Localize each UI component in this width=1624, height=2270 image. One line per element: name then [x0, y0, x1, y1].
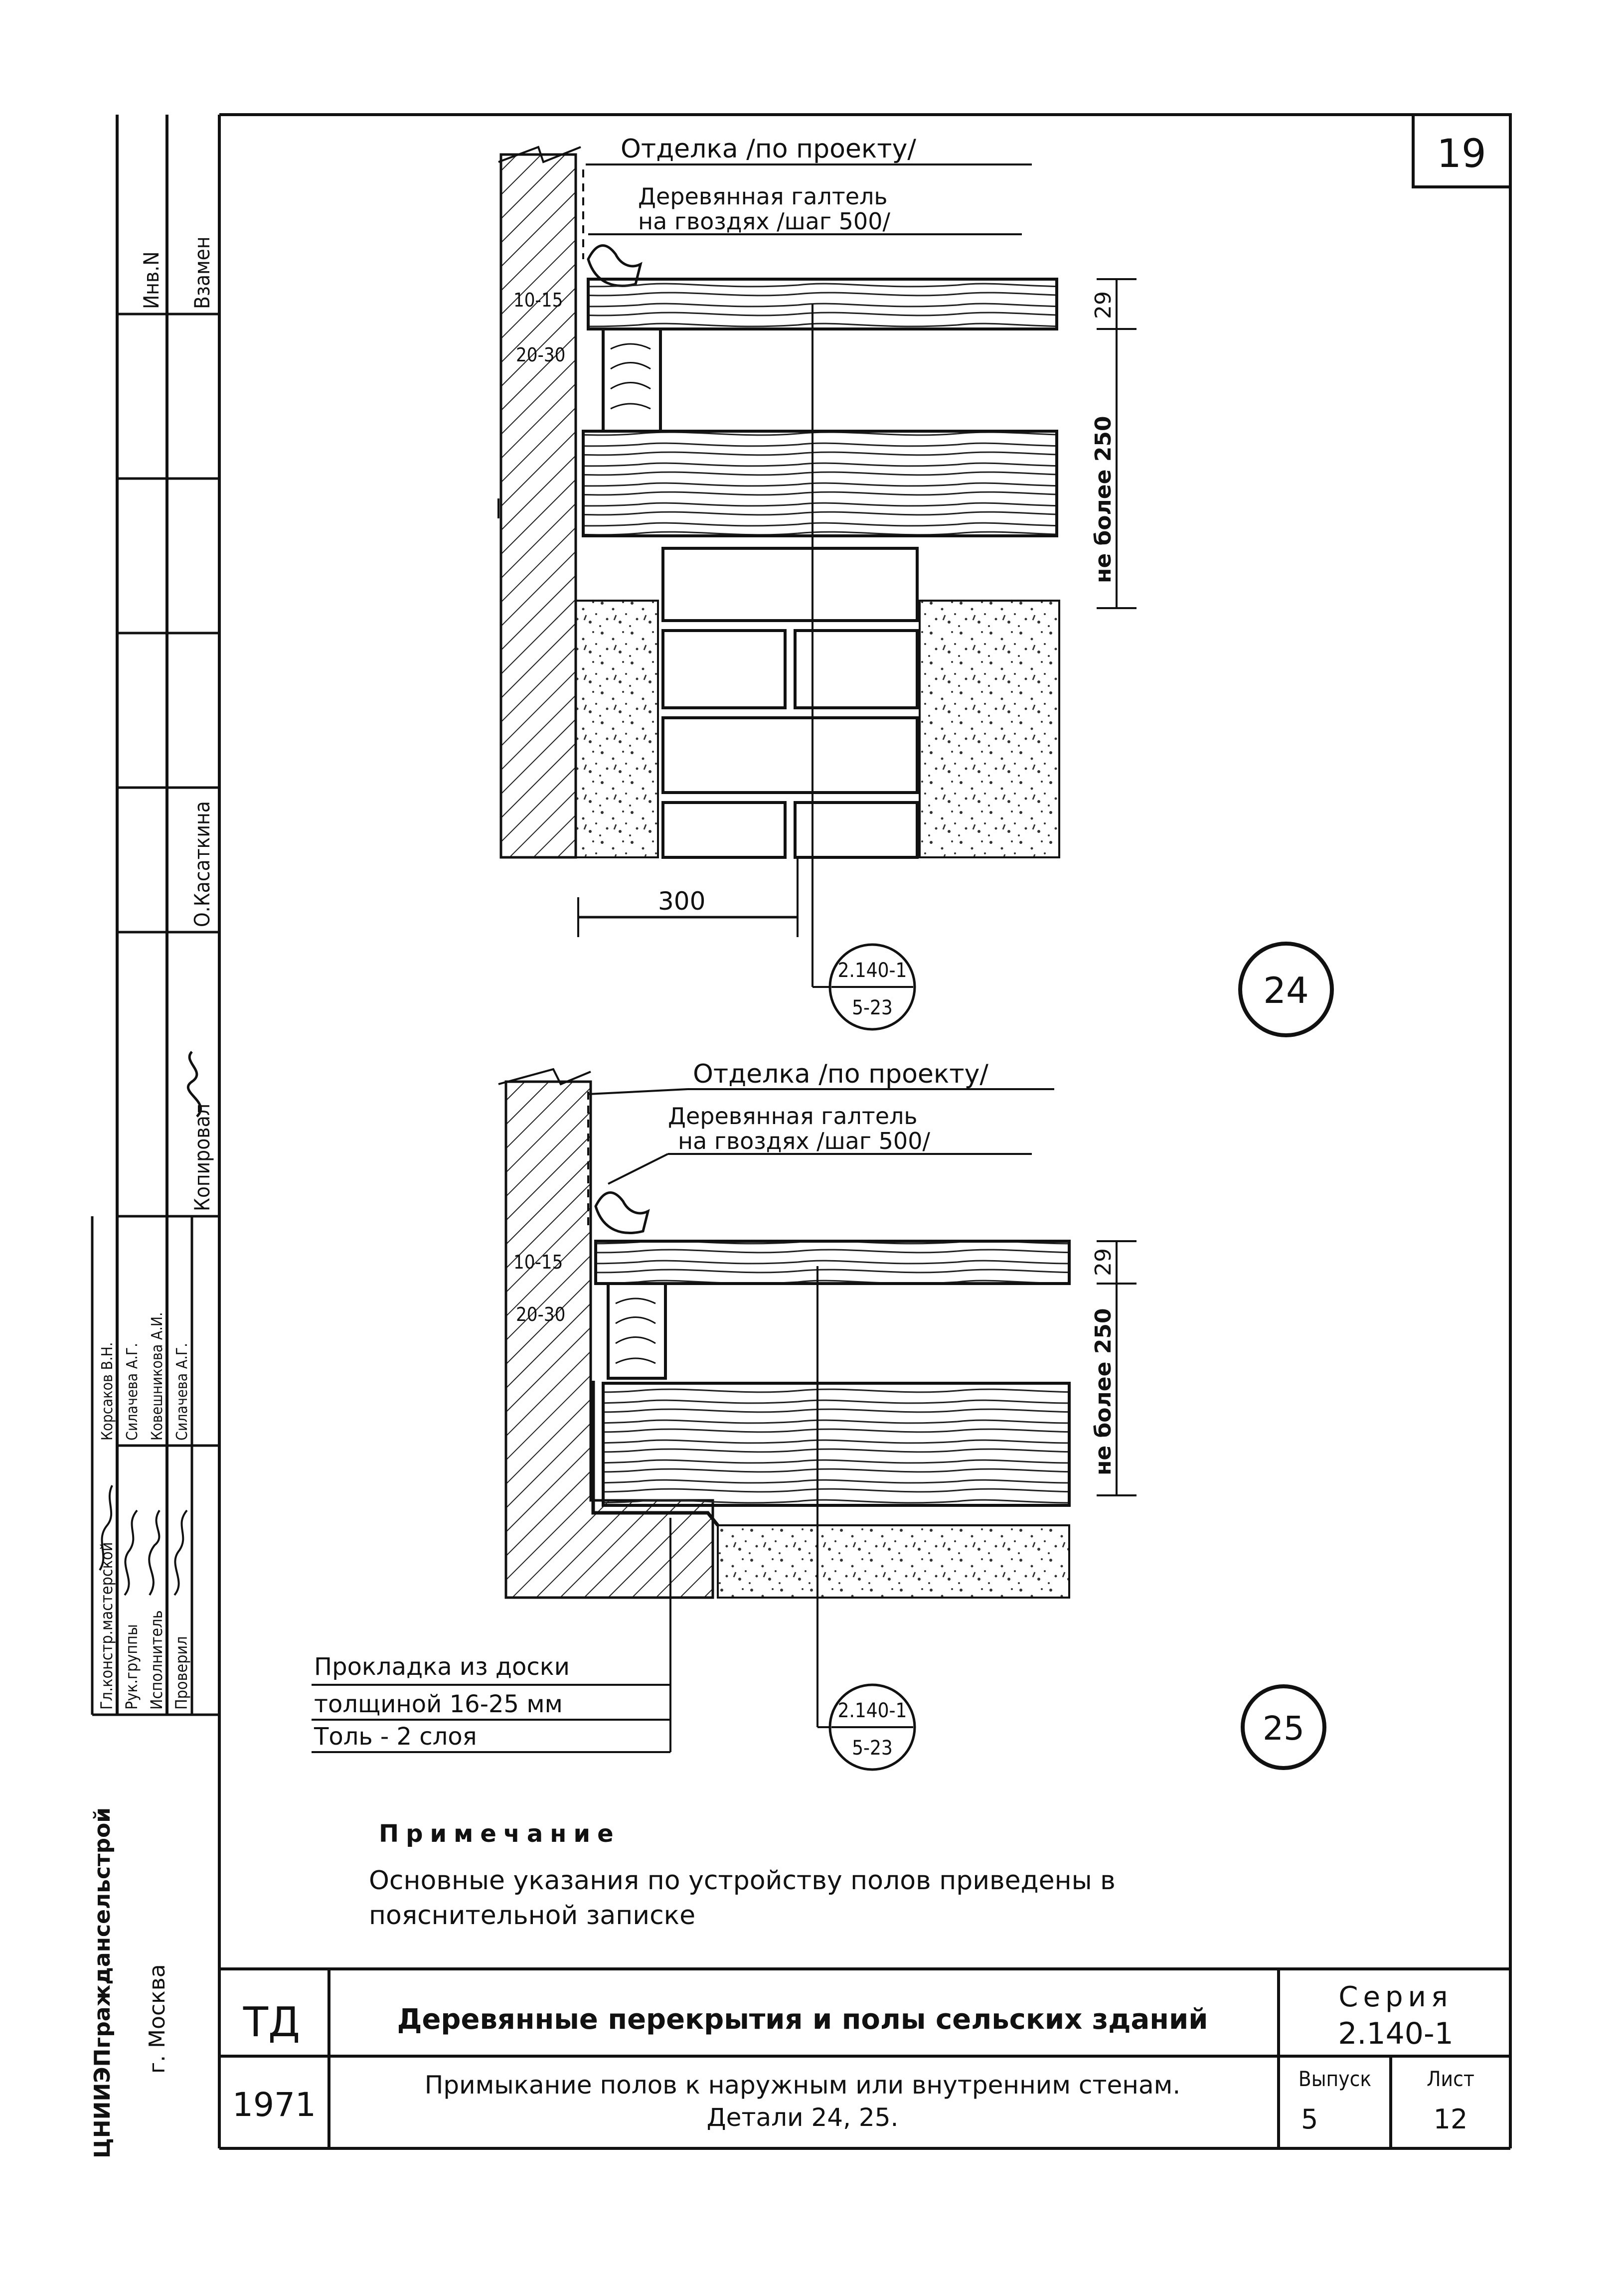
dim-board: 29 — [1091, 291, 1116, 319]
concrete-bottom — [718, 1525, 1069, 1598]
concrete-left — [576, 601, 658, 857]
dim-gap-top-b: 10-15 — [513, 1251, 563, 1273]
detail-25-number: 25 — [1263, 1709, 1304, 1748]
callout-fillet-2: на гвоздях /шаг 500/ — [638, 208, 890, 235]
dim-spacing: 300 — [658, 887, 706, 916]
dim-gap-bottom: 20-30 — [516, 344, 566, 366]
ref-top-2: 5-23 — [852, 996, 893, 1019]
title-year: 1971 — [232, 2086, 316, 2124]
sidebar-city: г. Москва — [145, 1964, 170, 2074]
sidebar-inv: Инв.N — [139, 251, 163, 309]
sidebar-org: ЦНИИЭПграждансельстрой — [90, 1807, 115, 2158]
floor-board-top — [588, 279, 1057, 329]
ref-top-1: 2.140-1 — [837, 959, 907, 982]
brick-pillar — [663, 548, 917, 857]
dim-board-b: 29 — [1091, 1248, 1116, 1276]
wall-hatch — [501, 155, 576, 857]
callout-fillet-1: Деревянная галтель — [638, 183, 888, 210]
sidebar-name-4: Силачева А.Г. — [173, 1343, 191, 1441]
series-value: 2.140-1 — [1338, 2016, 1454, 2051]
pad-note-1: Прокладка из доски — [314, 1653, 570, 1681]
sidebar-vzamen: Взамен — [190, 236, 214, 309]
detail-24 — [498, 134, 1332, 1035]
joist-bottom — [608, 1284, 665, 1378]
ref-bottom-1: 2.140-1 — [837, 1699, 907, 1722]
sheet-number-box — [1413, 115, 1510, 187]
beam-bottom — [603, 1383, 1069, 1505]
callout-fillet-2-b: на гвоздях /шаг 500/ — [678, 1128, 930, 1154]
sidebar-name-3: Ковешникова А.И. — [149, 1312, 166, 1441]
sidebar-role-3: Исполнитель — [147, 1610, 166, 1710]
note-line-1: Основные указания по устройству полов приведены в — [369, 1866, 1116, 1896]
callout-fillet-1-b: Деревянная галтель — [668, 1103, 918, 1130]
dim-gap-top: 10-15 — [513, 289, 563, 311]
sidebar-name-2: Силачева А.Г. — [124, 1343, 141, 1441]
floor-board-bottom — [596, 1241, 1069, 1284]
title-main: Деревянные перекрытия и полы сельских зданий — [397, 2003, 1208, 2036]
issue-label: Выпуск — [1298, 2067, 1372, 2091]
sheet-value: 12 — [1433, 2104, 1468, 2135]
pad-note-3: Толь - 2 слоя — [314, 1723, 477, 1751]
sidebar-role-4: Проверил — [172, 1636, 191, 1710]
title-sub-2: Детали 24, 25. — [706, 2103, 899, 2132]
sheet-label: Лист — [1427, 2067, 1474, 2091]
series-label: Серия — [1338, 1981, 1453, 2013]
ref-bottom-2: 5-23 — [852, 1737, 893, 1760]
fillet-bottom — [596, 1193, 648, 1233]
dim-height-b: не более 250 — [1091, 1308, 1116, 1475]
sheet-number: 19 — [1437, 132, 1486, 176]
callout-finish-b: Отделка /по проекту/ — [693, 1059, 988, 1089]
beam-top — [583, 431, 1057, 536]
pad-note-2: толщиной 16-25 мм — [314, 1690, 563, 1718]
dim-gap-bottom-b: 20-30 — [516, 1303, 566, 1325]
sidebar-role-2: Рук.группы — [122, 1624, 141, 1710]
dim-height: не более 250 — [1091, 416, 1116, 583]
note-line-2: пояснительной записке — [369, 1901, 696, 1931]
note-heading: Примечание — [379, 1820, 621, 1848]
concrete-right — [920, 601, 1059, 857]
title-sub-1: Примыкание полов к наружным или внутренним стенам. — [424, 2071, 1181, 2100]
title-td: ТД — [243, 1999, 301, 2046]
note — [369, 1820, 1116, 1931]
sidebar-name-1: Корсаков В.Н. — [99, 1342, 116, 1441]
detail-24-number: 24 — [1263, 970, 1309, 1011]
sidebar-copied: Копировал — [190, 1104, 214, 1211]
sidebar-kasatkina: О.Касаткина — [190, 801, 214, 927]
callout-finish: Отделка /по проекту/ — [621, 134, 916, 164]
issue-value: 5 — [1301, 2104, 1318, 2135]
detail-25 — [312, 1059, 1324, 1770]
sidebar-role-1: Гл.констр.мастерской — [97, 1542, 116, 1710]
